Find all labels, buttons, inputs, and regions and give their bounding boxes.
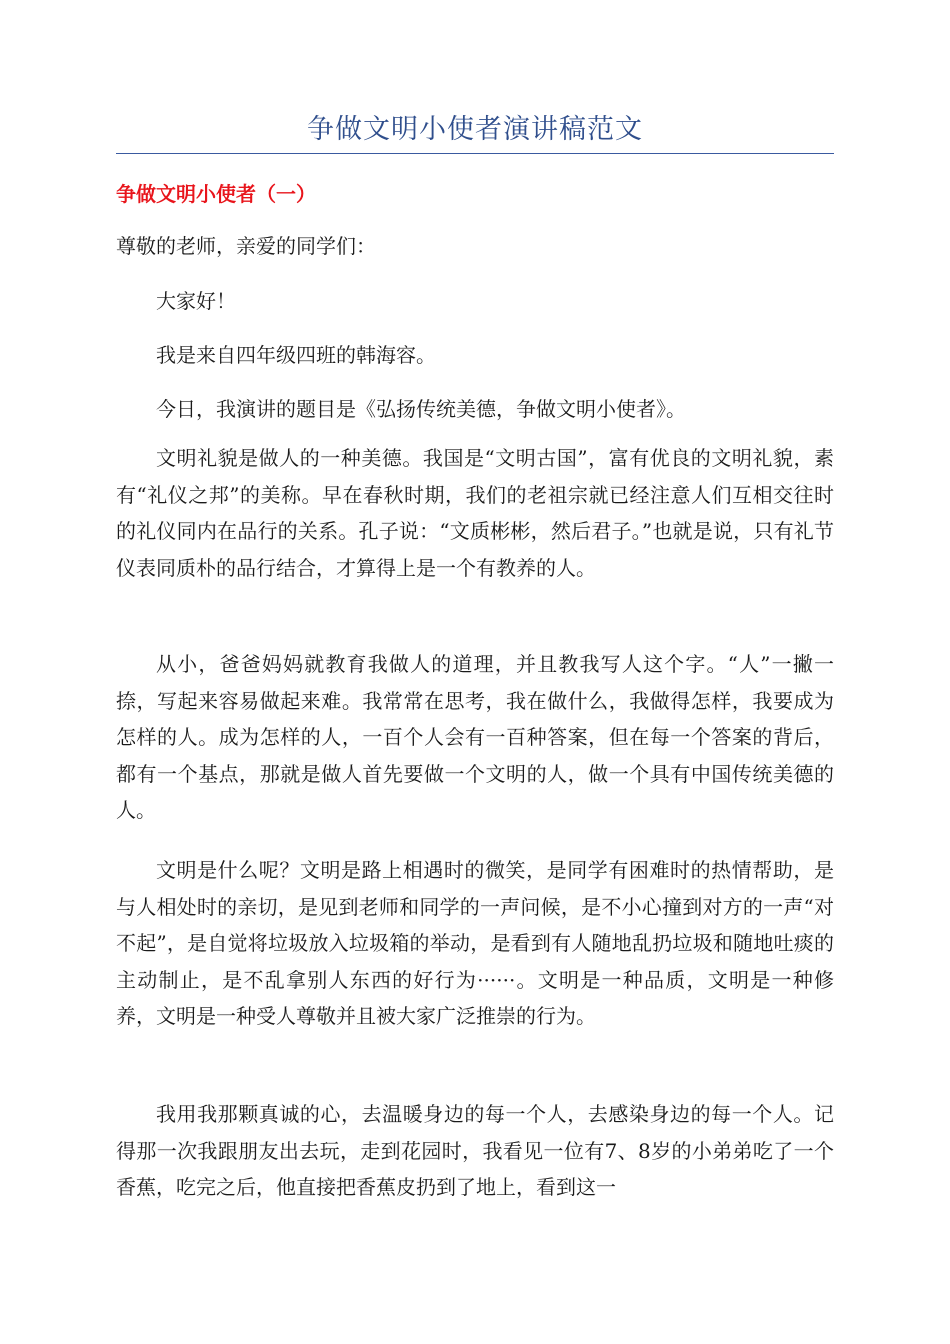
paragraph-story: 我用我那颗真诚的心，去温暖身边的每一个人，去感染身边的每一个人。记得那一次我跟朋友出去玩，走到花园时，我看见一位有7、8岁的小弟弟吃了一个香蕉，吃完之后，他直接把香蕉皮扔到了地上，看到这一 [116,1102,834,1199]
title-underline [116,153,834,154]
paragraph-topic: 今日，我演讲的题目是《弘扬传统美德，争做文明小使者》。 [156,397,686,421]
greeting-line: 尊敬的老师，亲爱的同学们： [116,234,376,258]
section-heading: 争做文明小使者（一） [116,182,316,206]
paragraph-introduction: 我是来自四年级四班的韩海容。 [156,343,436,367]
paragraph-courtesy: 文明礼貌是做人的一种美德。我国是“文明古国”，富有优良的文明礼貌，素有“礼仪之邦”的美称。早在春秋时期，我们的老祖宗就已经注意人们互相交往时的礼仪同内在品行的关系。孔子说：“文质彬彬，然后君子。”也就是说，只有礼节仪表同质朴的品行结合，才算得上是一个有教养的人。 [116,446,834,580]
paragraph-what-is-civility: 文明是什么呢？文明是路上相遇时的微笑，是同学有困难时的热情帮助，是与人相处时的亲切，是见到老师和同学的一声问候，是不小心撞到对方的一声“对不起”，是自觉将垃圾放入垃圾箱的举动，是看到有人随地乱扔垃圾和随地吐痰的主动制止，是不乱拿别人东西的好行为······。文明是一种品质，文明是一种修养，文明是一种受人尊敬并且被大家广泛推崇的行为。 [116,858,834,1028]
document-title: 争做文明小使者演讲稿范文 [307,114,643,145]
paragraph-hello: 大家好！ [156,289,236,313]
paragraph-childhood: 从小，爸爸妈妈就教育我做人的道理，并且教我写人这个字。“人”一撇一捺，写起来容易做起来难。我常常在思考，我在做什么，我做得怎样，我要成为怎样的人。成为怎样的人，一百个人会有一百种答案，但在每一个答案的背后，都有一个基点，那就是做人首先要做一个文明的人，做一个具有中国传统美德的人。 [116,652,834,822]
